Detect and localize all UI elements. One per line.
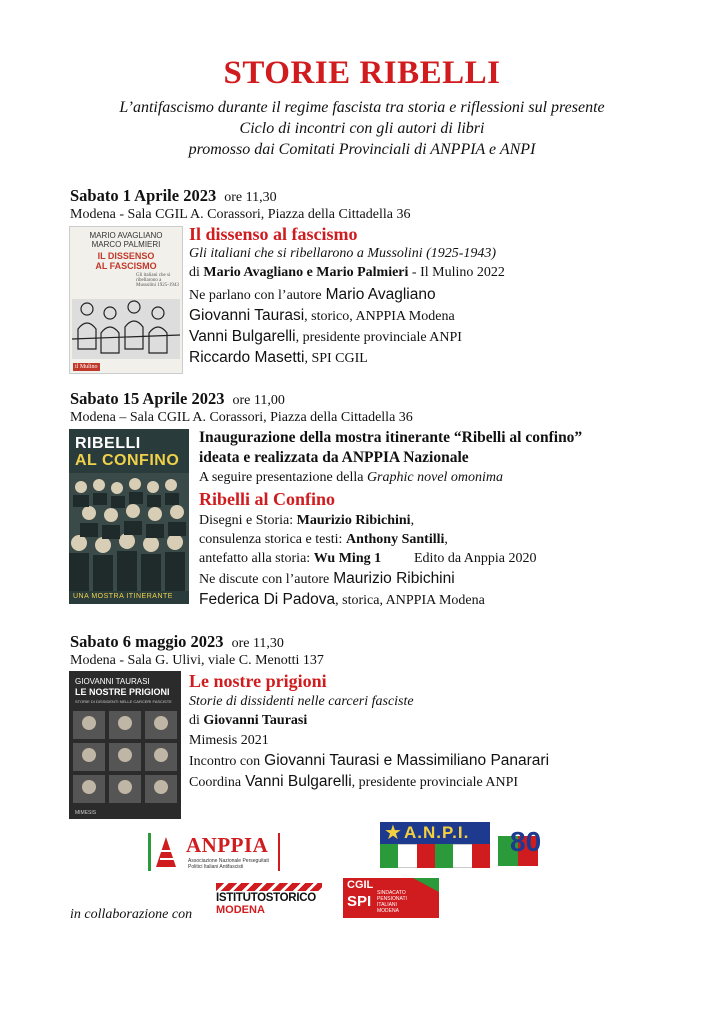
cover-author: MARCO PALMIERI bbox=[91, 240, 161, 249]
spi-text: MODENA bbox=[377, 908, 399, 914]
cover-publisher: il Mulino bbox=[75, 364, 98, 370]
credit-suffix: , bbox=[444, 532, 448, 547]
anppia-divider bbox=[278, 833, 280, 871]
event-date: Sabato 15 Aprile 2023 bbox=[70, 389, 225, 408]
cover-tagline: Gli italiani che si ribellarono a Mussolini 1925-1943 bbox=[136, 273, 179, 288]
credit-line bbox=[199, 532, 448, 548]
spi-text: PENSIONATI bbox=[377, 896, 407, 902]
istituto-stripes bbox=[216, 883, 322, 891]
page-title: STORIE RIBELLI bbox=[223, 55, 501, 91]
coord-name: Vanni Bulgarelli bbox=[245, 773, 352, 790]
anppia-name: ANPPIA bbox=[186, 833, 269, 857]
book-title: Ribelli al Confino bbox=[199, 489, 336, 509]
coord-prefix: Coordina bbox=[189, 775, 242, 790]
event-date: Sabato 6 maggio 2023 bbox=[70, 632, 224, 651]
book-publisher: - Il Mulino 2022 bbox=[408, 265, 505, 280]
speaker-role: , presidente provinciale ANPI bbox=[295, 330, 462, 345]
credit-line bbox=[199, 513, 414, 529]
spi-text: SINDACATO bbox=[377, 890, 406, 896]
anppia-logo bbox=[148, 833, 282, 871]
event-time: ore 11,00 bbox=[232, 393, 285, 408]
istituto-name: ISTITUTOSTORICO bbox=[216, 892, 316, 904]
anniversary-logo bbox=[498, 824, 542, 868]
event-venue: Modena – Sala CGIL A. Corassori, Piazza della Cittadella 36 bbox=[70, 410, 413, 425]
credit-name: Anthony Santilli bbox=[345, 532, 445, 547]
by-prefix: di bbox=[189, 265, 200, 280]
follow-line bbox=[199, 470, 503, 486]
event-headline: ideata e realizzata da ANPPIA Nazionale bbox=[199, 449, 469, 466]
speakers-line bbox=[199, 570, 455, 588]
cover-crowd-illustration bbox=[69, 473, 189, 591]
event-date-line bbox=[70, 632, 284, 652]
book-credits bbox=[189, 713, 307, 729]
speaker-role: , storico, ANPPIA Modena bbox=[304, 309, 455, 324]
istituto-storico-logo bbox=[216, 883, 322, 917]
book-publisher: Mimesis 2021 bbox=[189, 733, 269, 748]
speaker-name: Mario Avagliano bbox=[325, 286, 436, 303]
subtitle-line: Ciclo di incontri con gli autori di libri bbox=[239, 120, 485, 137]
collaboration-label: in collaborazione con bbox=[70, 907, 193, 922]
anpi-logo bbox=[380, 822, 490, 868]
speaker-name: Federica Di Padova bbox=[199, 591, 336, 608]
credit-name: Maurizio Ribichini bbox=[296, 513, 411, 528]
publisher-note: Edito da Anppia 2020 bbox=[414, 551, 537, 566]
cover-publisher: MIMESIS bbox=[75, 810, 97, 816]
book-title: Le nostre prigioni bbox=[189, 671, 327, 691]
book-authors: Giovanni Taurasi bbox=[203, 713, 308, 728]
speaker-line bbox=[189, 349, 368, 367]
event-time: ore 11,30 bbox=[224, 190, 277, 205]
anppia-emblem-icon bbox=[148, 833, 180, 871]
speakers-intro: Ne parlano con l’autore bbox=[189, 288, 322, 303]
speaker-name: Vanni Bulgarelli bbox=[189, 328, 296, 345]
speaker-name: Riccardo Masetti bbox=[189, 349, 305, 366]
coord-role: , presidente provinciale ANPI bbox=[351, 775, 519, 790]
book-title: Il dissenso al fascismo bbox=[189, 224, 358, 244]
anpi-tricolor bbox=[380, 844, 490, 868]
cover-author: GIOVANNI TAURASI bbox=[75, 677, 150, 686]
book-cover-dissenso bbox=[69, 226, 183, 374]
event-venue: Modena - Sala G. Ulivi, viale C. Menotti 137 bbox=[70, 653, 324, 668]
cgil-corner bbox=[413, 878, 439, 892]
cover-illustration bbox=[72, 279, 180, 359]
cover-portraits bbox=[73, 711, 177, 803]
meeting-prefix: Incontro con bbox=[189, 754, 261, 769]
credit-label: Disegni e Storia: bbox=[199, 513, 297, 528]
cover-title: AL CONFINO bbox=[75, 452, 180, 469]
speaker-name: Giovanni Taurasi bbox=[189, 307, 305, 324]
cover-title: LE NOSTRE PRIGIONI bbox=[75, 687, 170, 697]
coordinator-line bbox=[189, 773, 518, 791]
subtitle-line: L’antifascismo durante il regime fascista tra storia e riflessioni sul presente bbox=[119, 99, 605, 116]
speakers-intro: Ne discute con l’autore bbox=[199, 572, 330, 587]
subtitle-line: promosso dai Comitati Provinciali di ANPPIA e ANPI bbox=[188, 141, 536, 158]
event-date-line bbox=[70, 389, 285, 409]
meeting-names: Giovanni Taurasi e Massimiliano Panarari bbox=[264, 752, 550, 769]
istituto-city: MODENA bbox=[216, 904, 265, 916]
follow-prefix: A seguire presentazione della bbox=[199, 470, 367, 485]
speaker-role: , storica, ANPPIA Modena bbox=[335, 593, 485, 608]
event-date-line bbox=[70, 186, 277, 206]
cover-title: IL DISSENSO bbox=[97, 251, 155, 261]
credit-name: Wu Ming 1 bbox=[313, 551, 382, 566]
by-prefix: di bbox=[189, 713, 200, 728]
event-headline: Inaugurazione della mostra itinerante “Ribelli al confino” bbox=[199, 429, 583, 446]
book-authors: Mario Avagliano e Mario Palmieri bbox=[203, 265, 409, 280]
credit-label: consulenza storica e testi: bbox=[199, 532, 346, 547]
anpi-name: A.N.P.I. bbox=[404, 823, 470, 842]
cgil-name: CGIL bbox=[347, 879, 374, 891]
follow-italic: Graphic novel omonima bbox=[366, 470, 504, 485]
event-venue: Modena - Sala CGIL A. Corassori, Piazza della Cittadella 36 bbox=[70, 207, 411, 222]
cover-tagline: STORIE DI DISSIDENTI NELLE CARCERI FASCISTE bbox=[75, 699, 172, 704]
spi-text: ITALIANI bbox=[377, 902, 397, 908]
speaker-line bbox=[189, 307, 455, 325]
book-cover-ribelli bbox=[69, 429, 189, 604]
event-time: ore 11,30 bbox=[231, 636, 284, 651]
speakers-line bbox=[189, 286, 436, 304]
anppia-subtitle: Associazione Nazionale Perseguitati bbox=[188, 858, 269, 864]
book-subtitle: Gli italiani che si ribellarono a Mussolini (1925-1943) bbox=[189, 246, 497, 261]
meeting-line bbox=[189, 752, 549, 770]
speaker-line bbox=[199, 591, 485, 609]
star-icon: ★ bbox=[384, 822, 402, 844]
credit-suffix: , bbox=[410, 513, 415, 528]
speaker-role: , SPI CGIL bbox=[304, 351, 368, 366]
anppia-subtitle: Politici Italiani Antifascisti bbox=[188, 864, 244, 870]
book-credits bbox=[189, 265, 505, 281]
speaker-name: Maurizio Ribichini bbox=[333, 570, 455, 587]
anniversary-number: 80 bbox=[510, 826, 542, 857]
event-date: Sabato 1 Aprile 2023 bbox=[70, 186, 217, 205]
cgil-spi-logo bbox=[343, 878, 439, 918]
credit-line bbox=[199, 551, 381, 567]
spi-name: SPI bbox=[347, 893, 372, 910]
cover-bottom-text: UNA MOSTRA ITINERANTE bbox=[73, 593, 173, 600]
book-cover-prigioni bbox=[69, 671, 181, 819]
book-subtitle: Storie di dissidenti nelle carceri fasciste bbox=[189, 694, 414, 709]
cover-author: MARIO AVAGLIANO bbox=[89, 231, 163, 240]
speaker-line bbox=[189, 328, 462, 346]
cover-title: RIBELLI bbox=[75, 435, 141, 452]
credit-label: antefatto alla storia: bbox=[199, 551, 314, 566]
cover-title: AL FASCISMO bbox=[95, 261, 157, 271]
